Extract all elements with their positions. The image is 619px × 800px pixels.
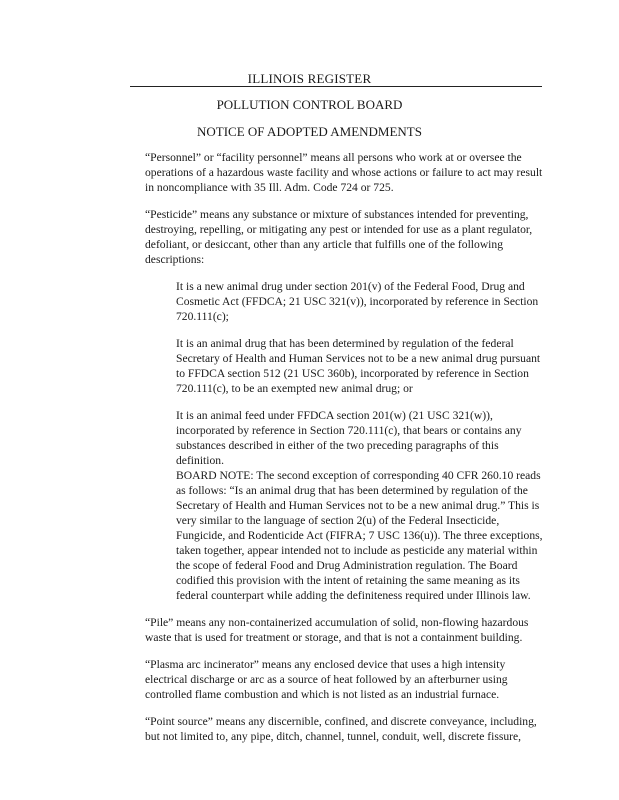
pesticide-exception-3: It is an animal feed under FFDCA section 201(w) (21 USC 321(w)), incorporated by reference in Section 720.111(c), that bears or contains any substances described in either of the two preceding paragraphs of this definition. [176, 409, 522, 467]
definition-personnel: “Personnel” or “facility personnel” means all persons who work at or oversee the operations of a hazardous waste facility and whose actions or failure to act may result in noncompliance with 35 Ill. Adm. Code 724 or 725. [145, 151, 543, 194]
definition-point-source: “Point source” means any discernible, confined, and discrete conveyance, including, but not limited to, any pipe, ditch, channel, tunnel, conduit, well, discrete fissure, [145, 715, 537, 743]
pesticide-exception-1: It is a new animal drug under section 201(v) of the Federal Food, Drug and Cosmetic Act (FFDCA; 21 USC 321(v)), incorporated by reference in Section 720.111(c); [176, 280, 539, 323]
board-note: BOARD NOTE: The second exception of corresponding 40 CFR 260.10 reads as follows: “Is an animal drug that has been determined by regulation of the Secretary of Health and Human Services not to be a new animal drug.” This is very similar to the language of section 2(u) of the Federal Insecticide, Fungicide, and Rodenticide Act (FIFRA; 7 USC 136(u)). The three exceptions, taken together, appear intended not to include as pesticide any material within the scope of federal Food and Drug Administration regulation. The Board codified this provision with the intent of retaining the same meaning as its federal counterpart while adding the definiteness required under Illinois law. [176, 469, 543, 602]
register-title: ILLINOIS REGISTER [247, 71, 372, 86]
document-body [145, 150, 545, 756]
pesticide-exception-2: It is an animal drug that has been determined by regulation of the federal Secretary of Health and Human Services not to be a new animal drug pursuant to FFDCA section 512 (21 USC 360b), incorporated by reference in Section 720.111(c), to be an exempted new animal drug; or [176, 337, 541, 395]
definition-plasma-arc-incinerator: “Plasma arc incinerator” means any enclosed device that uses a high intensity electrical discharge or arc as a source of heat followed by an afterburner using controlled flame combustion and which is not listed as an industrial furnace. [145, 658, 508, 701]
definition-pesticide: “Pesticide” means any substance or mixture of substances intended for preventing, destroying, repelling, or mitigating any pest or intended for use as a plant regulator, defoliant, or desiccant, other than any article that fulfills one of the following descriptions: [145, 208, 533, 266]
agency-name: POLLUTION CONTROL BOARD [216, 97, 403, 112]
header-rule [130, 86, 542, 87]
notice-heading: NOTICE OF ADOPTED AMENDMENTS [197, 124, 422, 139]
definition-pile: “Pile” means any non-containerized accumulation of solid, non-flowing hazardous waste that is used for treatment or storage, and that is not a containment building. [145, 616, 529, 644]
